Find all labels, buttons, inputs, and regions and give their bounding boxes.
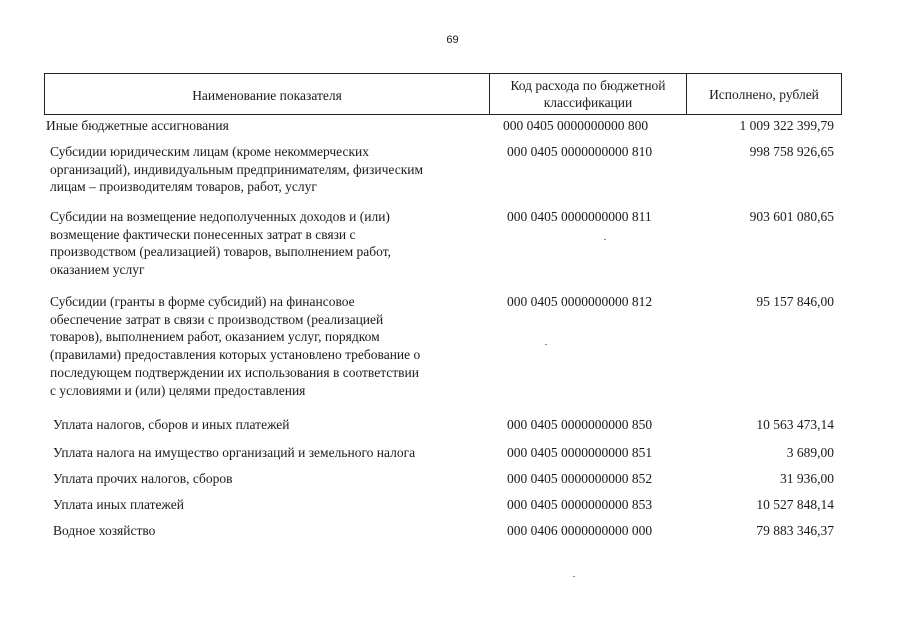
scan-speck xyxy=(573,576,575,577)
row-name-line: с условиями и (или) целями предоставления xyxy=(50,382,306,398)
row-name-line: Субсидии на возмещение недополученных доходов и (или) xyxy=(50,209,390,224)
row-name-line: товаров), выполнением работ, оказанием услуг, порядком xyxy=(50,329,380,345)
row-name-line: Уплата налога на имущество организаций и земельного налога xyxy=(53,445,416,460)
row-name-line: Водное хозяйство xyxy=(53,523,156,538)
row-code: 000 0405 0000000000 811 xyxy=(507,209,652,224)
row-name xyxy=(46,117,482,135)
row-name-line: Уплата налогов, сборов и иных платежей xyxy=(53,417,290,432)
row-code: 000 0405 0000000000 850 xyxy=(507,417,653,432)
row-code: 000 0405 0000000000 851 xyxy=(507,445,653,460)
header-code-line2: классификации xyxy=(543,95,633,110)
row-name-line: Иные бюджетные ассигнования xyxy=(46,118,229,133)
row-amount: 903 601 080,65 xyxy=(749,209,834,224)
row-name xyxy=(53,470,489,488)
row-name-line: Уплата прочих налогов, сборов xyxy=(53,471,233,486)
row-name-line: (правилами) предоставления которых установлено требование о xyxy=(50,347,421,363)
row-name xyxy=(50,143,486,196)
row-name-line: производством (реализацией) товаров, выполнением работ, xyxy=(50,244,391,260)
row-name-line: Уплата иных платежей xyxy=(53,497,184,512)
row-name-line: лицам – производителям товаров, работ, услуг xyxy=(50,179,317,195)
row-code: 000 0405 0000000000 852 xyxy=(507,471,653,486)
row-code: 000 0406 0000000000 000 xyxy=(507,523,653,538)
row-amount: 31 936,00 xyxy=(780,471,834,486)
row-amount: 998 758 926,65 xyxy=(749,144,834,159)
header-done: Исполнено, рублей xyxy=(709,86,819,102)
row-amount: 10 563 473,14 xyxy=(756,417,834,432)
row-code: 000 0405 0000000000 812 xyxy=(507,294,653,309)
row-name xyxy=(53,444,489,462)
row-name-line: Субсидии юридическим лицам (кроме некоммерческих xyxy=(50,144,370,159)
row-name-line: организаций), индивидуальным предпринимателям, физическим xyxy=(50,161,424,177)
row-name-line: возмещение фактически понесенных затрат в связи с xyxy=(50,226,356,242)
header-code-line1: Код расхода по бюджетной xyxy=(510,78,666,93)
header-code xyxy=(490,74,687,114)
header-name: Наименование показателя xyxy=(45,74,490,114)
row-name-line: Субсидии (гранты в форме субсидий) на финансовое xyxy=(50,294,355,309)
row-code: 000 0405 0000000000 853 xyxy=(507,497,653,512)
row-amount: 1 009 322 399,79 xyxy=(739,118,834,133)
row-name xyxy=(53,496,489,514)
row-amount: 10 527 848,14 xyxy=(756,497,834,512)
row-name xyxy=(50,208,486,279)
row-code: 000 0405 0000000000 810 xyxy=(507,144,653,159)
table-header xyxy=(44,73,842,115)
row-amount: 95 157 846,00 xyxy=(756,294,834,309)
row-amount: 79 883 346,37 xyxy=(756,523,834,538)
row-name xyxy=(53,522,489,540)
scan-speck xyxy=(545,344,547,345)
row-name-line: последующем подтверждении их использования в соответствии xyxy=(50,364,420,380)
row-amount: 3 689,00 xyxy=(786,445,834,460)
scan-speck xyxy=(604,239,606,240)
row-code: 000 0405 0000000000 800 xyxy=(503,118,649,133)
row-name xyxy=(53,416,489,434)
row-name-line: оказанием услуг xyxy=(50,262,145,278)
row-name-line: обеспечение затрат в связи с производством (реализацией xyxy=(50,311,384,327)
page-number: 69 xyxy=(446,34,459,46)
row-name xyxy=(50,293,486,399)
